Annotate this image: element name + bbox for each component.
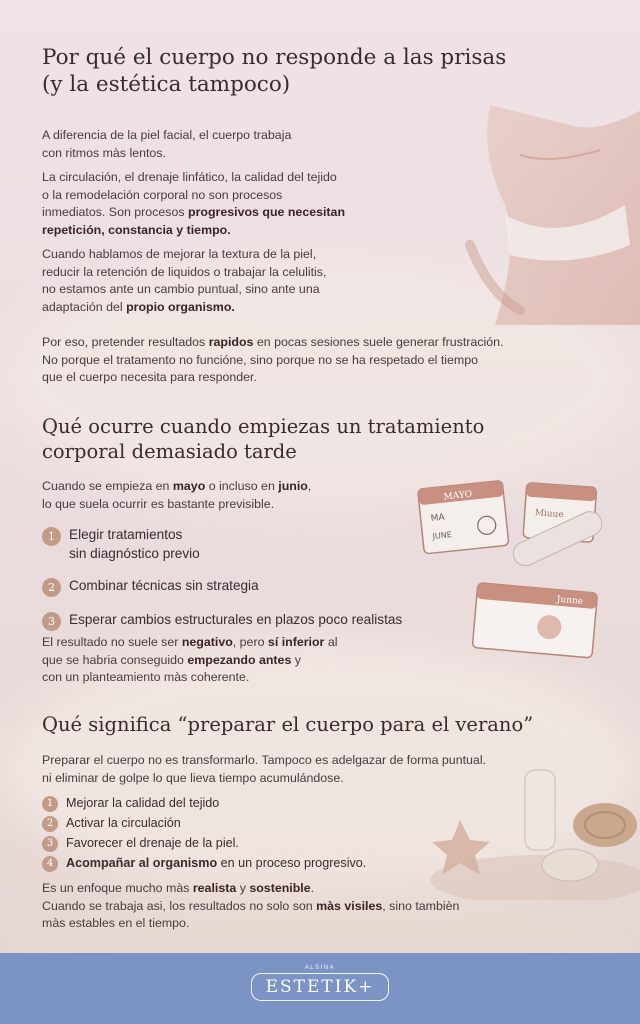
text-line: y — [291, 652, 301, 667]
text-line: o incluso en — [205, 479, 279, 493]
text-line: con ritmos màs lentos. — [42, 145, 166, 160]
number-badge: 2 — [42, 816, 58, 832]
late-start-paragraph — [42, 478, 311, 513]
text-line: Cuando se trabaja asi, los resultados no solo son — [42, 898, 317, 913]
list-item-text: Elegir tratamientos sin diagnóstico previo — [69, 527, 200, 561]
bold-text: mayo — [172, 479, 206, 493]
title-line: corporal demasiado tarde — [42, 440, 297, 463]
number-badge: 4 — [42, 856, 58, 872]
frustration-paragraph — [42, 334, 622, 387]
text-line: ni eliminar de golpe lo que lieva tiempo acumulándose. — [42, 770, 344, 785]
text-line: Es un enfoque mucho màs — [42, 881, 193, 895]
list-item — [42, 855, 366, 872]
result-paragraph — [42, 634, 337, 687]
list-item — [42, 795, 366, 812]
text-line: . — [310, 881, 315, 895]
number-badge: 3 — [42, 836, 58, 852]
list-item — [42, 526, 402, 563]
bold-text: empezando antes — [187, 652, 292, 667]
list-item-text: Activar la circulación — [66, 816, 181, 830]
text-line: no estamos ante un cambio puntual, sino ante una — [42, 282, 320, 296]
text-line: lo que suela ocurrir es bastante previsible. — [42, 496, 275, 511]
prepare-list — [42, 795, 366, 875]
section-title — [42, 712, 582, 737]
title-line: Qué ocurre cuando empiezas un tratamiento — [42, 415, 485, 438]
calendar-label: MA — [430, 512, 446, 525]
number-badge: 1 — [42, 527, 61, 546]
text-line: màs estables en el tiempo. — [42, 916, 190, 930]
list-item — [42, 611, 402, 631]
text-line: A diferencia de la piel facial, el cuerpo trabaja — [42, 128, 292, 142]
number-badge: 1 — [42, 796, 58, 812]
bold-text: repetición, constancia y tiempo. — [42, 222, 231, 237]
number-badge: 2 — [42, 578, 61, 597]
calendar-label: JUNE — [432, 530, 453, 541]
calendar-label: MAYO — [443, 489, 473, 503]
text-line: adaptación del — [42, 299, 127, 314]
list-item-text: Mejorar la calidad del tejido — [66, 796, 220, 810]
bold-text: propio organismo. — [126, 299, 235, 314]
bold-text: sí inferior — [267, 635, 325, 649]
text-line: , — [307, 479, 312, 493]
intro-paragraph — [42, 127, 291, 162]
calendar-label: Miuue — [534, 508, 565, 521]
logo-text: ESTETIK+ — [251, 973, 390, 1001]
text-line: , sino tambièn — [382, 898, 460, 913]
text-line: en pocas sesiones suele generar frustración. — [253, 335, 504, 349]
text-line: con un planteamiento màs coherente. — [42, 670, 250, 684]
prepare-paragraph — [42, 752, 632, 787]
text-line: Cuando hablamos de mejorar la textura de la piel, — [42, 247, 317, 261]
text-line: que el cuerpo necesita para responder. — [42, 370, 257, 384]
list-item-text: Esperar cambios estructurales en plazos poco realistas — [69, 612, 403, 627]
text-line: Preparar el cuerpo no es transformarlo. Tampoco es adelgazar de forma puntual. — [42, 753, 487, 767]
body-illustration — [450, 95, 640, 325]
texture-paragraph — [42, 246, 326, 316]
text-line: El resultado no suele ser — [42, 635, 182, 649]
list-item — [42, 577, 402, 597]
bold-text: realista — [192, 881, 237, 895]
process-paragraph — [42, 169, 345, 239]
title-main: Por qué el cuerpo no responde a las prisas — [42, 45, 507, 70]
bold-text: progresivos que necesitan — [188, 205, 346, 219]
late-start-list — [42, 526, 402, 645]
page-title — [42, 44, 562, 98]
bold-text: rapidos — [208, 335, 254, 349]
footer — [0, 953, 640, 1024]
title-line: Qué significa “preparar el cuerpo para el verano” — [42, 713, 534, 736]
bold-text: sostenible — [249, 881, 311, 895]
text-line: que se habria conseguido — [42, 652, 188, 667]
text-line: Cuando se empieza en — [42, 479, 173, 493]
text-line: La circulación, el drenaje linfático, la calidad del tejido — [42, 170, 337, 184]
text-line: al — [324, 635, 338, 649]
calendar-label: Junne — [556, 594, 584, 607]
text-line: No porque el tratamento no funcióne, sino porque no se ha respetado el tiempo — [42, 352, 479, 367]
calendar-illustration — [400, 470, 640, 670]
bold-text: màs visiles — [316, 898, 383, 913]
text-line: Por eso, pretender resultados — [42, 335, 209, 349]
bold-text: negativo — [181, 635, 233, 649]
number-badge: 3 — [42, 612, 61, 631]
list-item — [42, 815, 366, 832]
conclusion-paragraph — [42, 880, 632, 933]
section-title — [42, 414, 582, 464]
list-item-text: Favorecer el drenaje de la piel. — [66, 836, 239, 850]
logo-small-text: ALSINA — [304, 965, 336, 971]
bold-text: junio — [278, 479, 308, 493]
list-item-text: Combinar técnicas sin strategia — [69, 578, 259, 593]
brand-logo — [0, 965, 640, 1001]
text-line: reducir la retención de liquidos o trabajar la celulitis, — [42, 264, 327, 279]
text-line: y — [236, 881, 250, 895]
title-subtitle: (y la estética tampoco) — [42, 72, 291, 97]
text-line: inmediatos. Son procesos — [42, 205, 189, 219]
list-item — [42, 835, 366, 852]
text-line: o la remodelación corporal no son procesos — [42, 187, 283, 202]
list-item-text: Acompañar al organismo en un proceso progresivo. — [66, 856, 367, 870]
text-line: , pero — [232, 635, 268, 649]
